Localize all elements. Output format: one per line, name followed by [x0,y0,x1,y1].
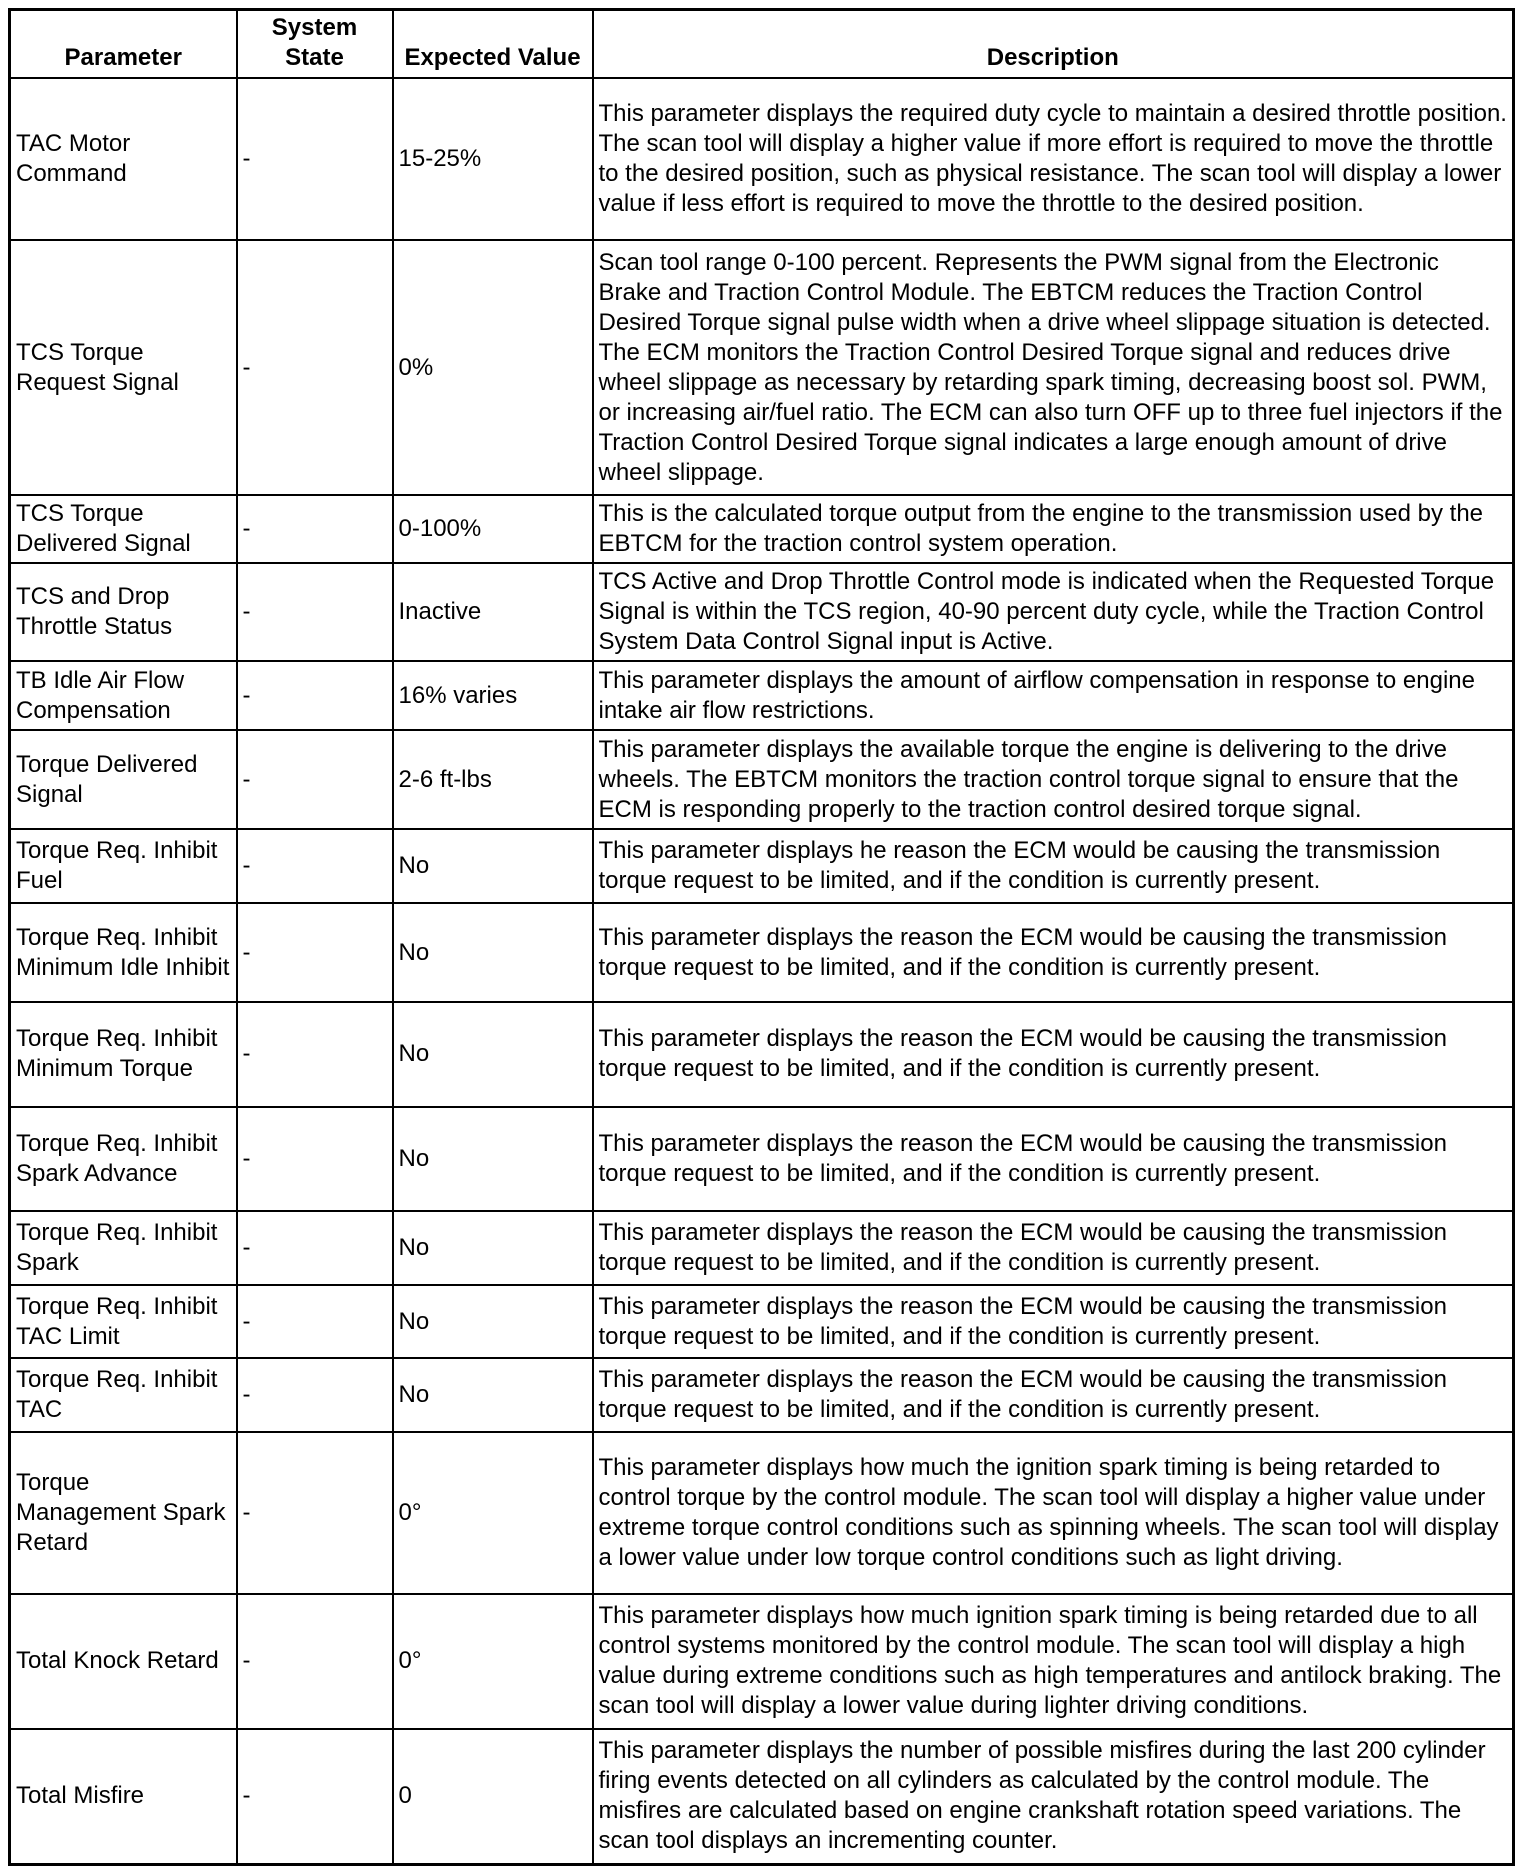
cell-parameter: Torque Req. Inhibit TAC Limit [10,1285,237,1359]
cell-system-state: - [237,1594,393,1729]
document-page [8,8,1512,1866]
header-description: Description [593,10,1514,78]
cell-expected-value: No [393,1358,593,1432]
cell-system-state: - [237,1285,393,1359]
cell-expected-value: 15-25% [393,78,593,241]
cell-description: Scan tool range 0-100 percent. Represents the PWM signal from the Electronic Brake and Traction Control Module. The EBTCM reduces the Traction Control Desired Torque signal pulse width when a drive wheel slippage situation is detected. The ECM monitors the Traction Control Desired Torque signal and reduces drive wheel slippage as necessary by retarding spark timing, decreasing boost sol. PWM, or increasing air/fuel ratio. The ECM can also turn OFF up to three fuel injectors if the Traction Control Desired Torque signal indicates a large enough amount of drive wheel slippage. [593,240,1514,495]
cell-system-state: - [237,730,393,829]
cell-expected-value: No [393,1211,593,1285]
header-expected-value: Expected Value [393,10,593,78]
cell-expected-value: 0 [393,1729,593,1865]
table-row [10,240,1514,495]
cell-parameter: TCS and Drop Throttle Status [10,563,237,661]
cell-expected-value: No [393,829,593,903]
cell-expected-value: No [393,1285,593,1359]
cell-expected-value: 0° [393,1594,593,1729]
table-row [10,1594,1514,1729]
cell-system-state: - [237,495,393,563]
cell-parameter: TCS Torque Request Signal [10,240,237,495]
table-row [10,829,1514,903]
cell-expected-value: No [393,1107,593,1211]
table-row [10,1285,1514,1359]
cell-parameter: TAC Motor Command [10,78,237,241]
cell-description: This parameter displays the reason the ECM would be causing the transmission torque request to be limited, and if the condition is currently present. [593,1002,1514,1106]
header-system-state: System State [237,10,393,78]
cell-description: This parameter displays how much ignition spark timing is being retarded due to all control systems monitored by the control module. The scan tool will display a high value during extreme conditions such as high temperatures and antilock braking. The scan tool will display a lower value during lighter driving conditions. [593,1594,1514,1729]
cell-description: This parameter displays the reason the ECM would be causing the transmission torque request to be limited, and if the condition is currently present. [593,1211,1514,1285]
cell-parameter: Torque Req. Inhibit Minimum Torque [10,1002,237,1106]
header-parameter: Parameter [10,10,237,78]
cell-system-state: - [237,1432,393,1594]
cell-system-state: - [237,1358,393,1432]
cell-system-state: - [237,1107,393,1211]
table-row [10,661,1514,730]
cell-description: This parameter displays the available torque the engine is delivering to the drive wheels. The EBTCM monitors the traction control torque signal to ensure that the ECM is responding properly to the traction control desired torque signal. [593,730,1514,829]
table-row [10,1107,1514,1211]
cell-description: TCS Active and Drop Throttle Control mode is indicated when the Requested Torque Signal is within the TCS region, 40-90 percent duty cycle, while the Traction Control System Data Control Signal input is Active. [593,563,1514,661]
table-row [10,903,1514,1002]
cell-expected-value: 2-6 ft-lbs [393,730,593,829]
cell-description: This parameter displays the required duty cycle to maintain a desired throttle position. The scan tool will display a higher value if more effort is required to move the throttle to the desired position, such as physical resistance. The scan tool will display a lower value if less effort is required to move the throttle to the desired position. [593,78,1514,241]
table-row [10,1358,1514,1432]
cell-parameter: Torque Req. Inhibit Spark Advance [10,1107,237,1211]
table-row [10,1432,1514,1594]
cell-parameter: Torque Req. Inhibit TAC [10,1358,237,1432]
cell-description: This is the calculated torque output from the engine to the transmission used by the EBTCM for the traction control system operation. [593,495,1514,563]
cell-description: This parameter displays the amount of airflow compensation in response to engine intake air flow restrictions. [593,661,1514,730]
cell-expected-value: Inactive [393,563,593,661]
cell-parameter: Torque Management Spark Retard [10,1432,237,1594]
cell-expected-value: No [393,903,593,1002]
cell-parameter: Total Misfire [10,1729,237,1865]
cell-parameter: Torque Req. Inhibit Spark [10,1211,237,1285]
cell-description: This parameter displays the reason the ECM would be causing the transmission torque request to be limited, and if the condition is currently present. [593,903,1514,1002]
cell-description: This parameter displays the reason the ECM would be causing the transmission torque request to be limited, and if the condition is currently present. [593,1358,1514,1432]
cell-system-state: - [237,661,393,730]
cell-parameter: Torque Delivered Signal [10,730,237,829]
cell-description: This parameter displays how much the ignition spark timing is being retarded to control torque by the control module. The scan tool will display a higher value under extreme torque control conditions such as spinning wheels. The scan tool will display a lower value under low torque control conditions such as light driving. [593,1432,1514,1594]
cell-system-state: - [237,1729,393,1865]
cell-parameter: TB Idle Air Flow Compensation [10,661,237,730]
table-row [10,1002,1514,1106]
cell-description: This parameter displays he reason the ECM would be causing the transmission torque request to be limited, and if the condition is currently present. [593,829,1514,903]
table-row [10,730,1514,829]
cell-parameter: Torque Req. Inhibit Minimum Idle Inhibit [10,903,237,1002]
cell-parameter: Total Knock Retard [10,1594,237,1729]
cell-system-state: - [237,1002,393,1106]
cell-expected-value: 0-100% [393,495,593,563]
cell-system-state: - [237,240,393,495]
cell-expected-value: 16% varies [393,661,593,730]
table-row [10,1729,1514,1865]
cell-system-state: - [237,903,393,1002]
cell-parameter: Torque Req. Inhibit Fuel [10,829,237,903]
cell-description: This parameter displays the number of possible misfires during the last 200 cylinder firing events detected on all cylinders as calculated by the control module. The misfires are calculated based on engine crankshaft rotation speed variations. The scan tool displays an incrementing counter. [593,1729,1514,1865]
cell-system-state: - [237,829,393,903]
table-row [10,78,1514,241]
cell-system-state: - [237,1211,393,1285]
cell-system-state: - [237,78,393,241]
cell-expected-value: No [393,1002,593,1106]
parameter-table [8,8,1515,1866]
header-row [10,10,1514,78]
cell-description: This parameter displays the reason the ECM would be causing the transmission torque request to be limited, and if the condition is currently present. [593,1107,1514,1211]
cell-description: This parameter displays the reason the ECM would be causing the transmission torque request to be limited, and if the condition is currently present. [593,1285,1514,1359]
table-row [10,563,1514,661]
table-row [10,495,1514,563]
cell-expected-value: 0% [393,240,593,495]
cell-expected-value: 0° [393,1432,593,1594]
table-row [10,1211,1514,1285]
cell-system-state: - [237,563,393,661]
cell-parameter: TCS Torque Delivered Signal [10,495,237,563]
